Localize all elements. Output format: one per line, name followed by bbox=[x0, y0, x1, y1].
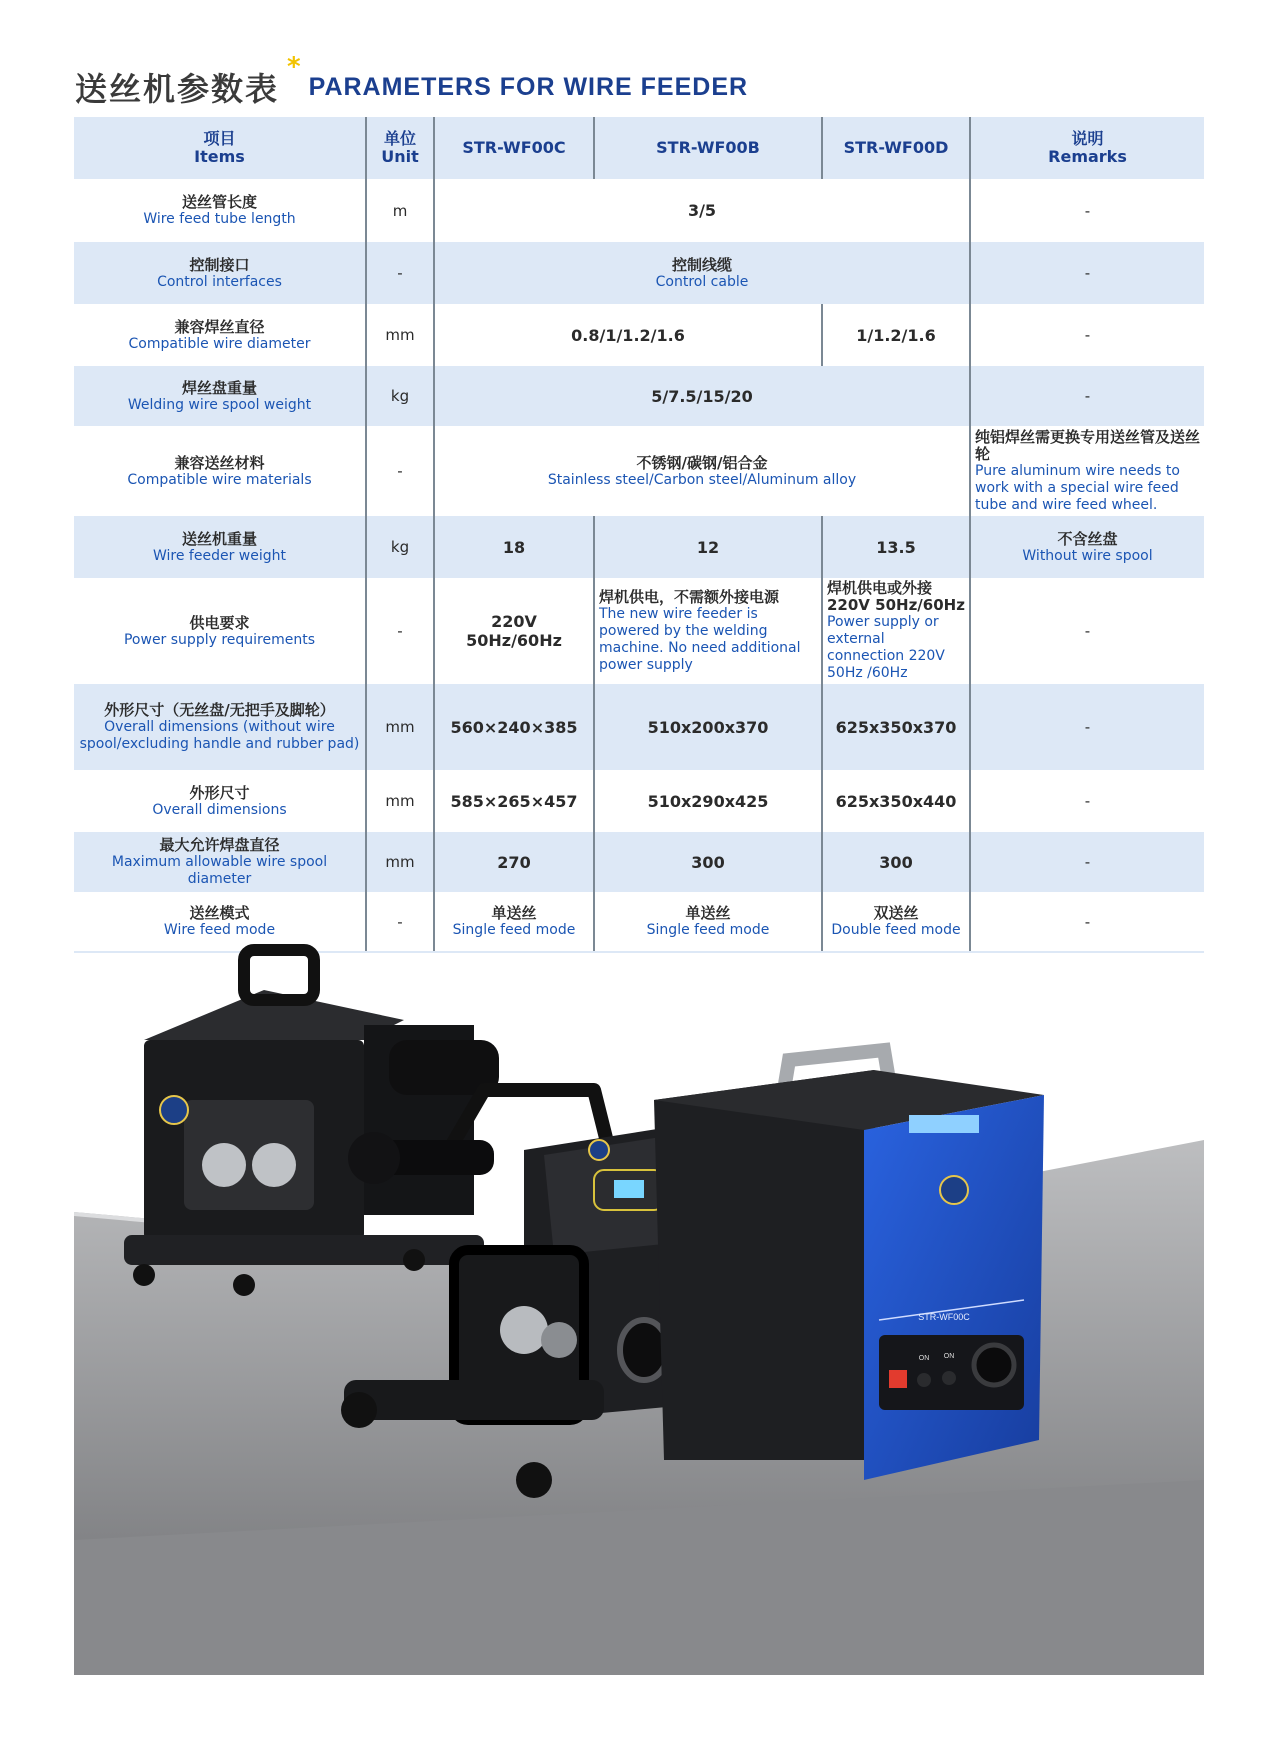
table-row: 外形尺寸 Overall dimensions mm 585×265×457 510x290x425 625x350x440 - bbox=[74, 770, 1204, 832]
table-row: 兼容送丝材料 Compatible wire materials - 不锈钢/碳钢/铝合金 Stainless steel/Carbon steel/Aluminum alloy 纯铝焊丝需更换专用送丝管及送丝轮 Pure aluminum wire needs to work with a special wire feed tube and wire feed wheel. bbox=[74, 426, 1204, 516]
page-title bbox=[75, 52, 749, 108]
table-row: 供电要求 Power supply requirements - 220V 50Hz/60Hz 焊机供电，不需额外接电源 The new wire feeder is powered by the welding machine. No need additional power supply 焊机供电或外接 220V 50Hz/60Hz Power supply or external connection 220V 50Hz /60Hz - bbox=[74, 578, 1204, 684]
switch-label-2: ON bbox=[943, 1353, 955, 1360]
header-model-b: STR-WF00B bbox=[594, 117, 822, 179]
table-row: 外形尺寸（无丝盘/无把手及脚轮） Overall dimensions (without wire spool/excluding handle and rubber pad) mm 560×240×385 510x200x370 625x350x370 - bbox=[74, 684, 1204, 770]
blue-unit-model-label: STR-WF00C bbox=[918, 1312, 970, 1322]
header-remarks: 说明 Remarks bbox=[970, 117, 1204, 179]
header-model-c: STR-WF00C bbox=[434, 117, 594, 179]
spec-table bbox=[74, 117, 1204, 953]
header-model-d: STR-WF00D bbox=[822, 117, 970, 179]
table-row: 送丝管长度 Wire feed tube length m 3/5 - bbox=[74, 179, 1204, 242]
title-star: * bbox=[287, 52, 301, 82]
header-row bbox=[74, 117, 1204, 179]
title-en: PARAMETERS FOR WIRE FEEDER bbox=[308, 73, 749, 101]
table-row: 送丝模式 Wire feed mode - 单送丝 Single feed mode 单送丝 Single feed mode 双送丝 Double feed mode - bbox=[74, 892, 1204, 952]
table-row: 焊丝盘重量 Welding wire spool weight kg 5/7.5/15/20 - bbox=[74, 366, 1204, 426]
table-row: 送丝机重量 Wire feeder weight kg 18 12 13.5 不含丝盘 Without wire spool bbox=[74, 516, 1204, 578]
wire-feeder-right bbox=[654, 1050, 1044, 1480]
table-row: 控制接口 Control interfaces - 控制线缆 Control cable - bbox=[74, 242, 1204, 304]
wire-feeder-left bbox=[124, 950, 499, 1296]
table-row: 兼容焊丝直径 Compatible wire diameter mm 0.8/1/1.2/1.6 1/1.2/1.6 - bbox=[74, 304, 1204, 366]
blue-front-panel bbox=[864, 1095, 1044, 1480]
table-row: 最大允许焊盘直径 Maximum allowable wire spool diameter mm 270 300 300 - bbox=[74, 832, 1204, 892]
product-photo bbox=[74, 940, 1204, 1675]
switch-label-1: ON bbox=[918, 1355, 930, 1362]
header-items: 项目 Items bbox=[74, 117, 366, 179]
title-cn: 送丝机参数表 bbox=[75, 70, 280, 108]
header-unit: 单位 Unit bbox=[366, 117, 434, 179]
